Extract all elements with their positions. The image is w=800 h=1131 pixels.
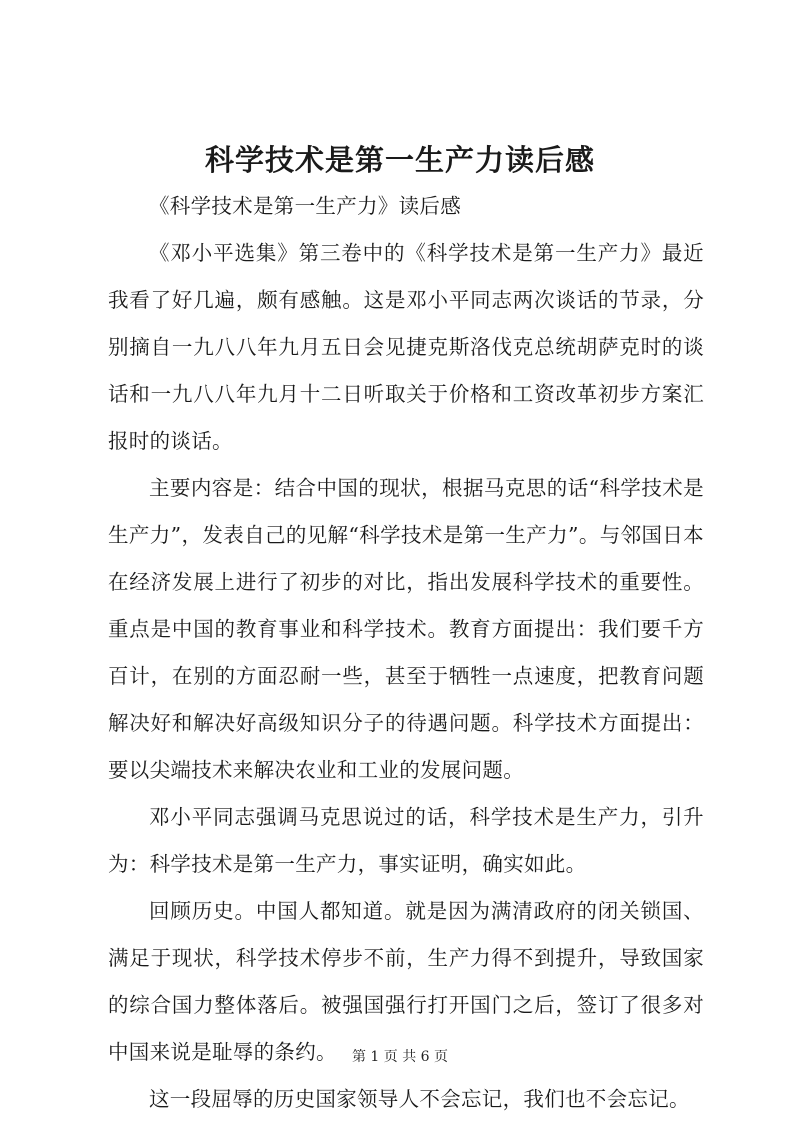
paragraph-history: 回顾历史。中国人都知道。就是因为满清政府的闭关锁国、满足于现状，科学技术停步不前，生产力得不到提升，导致国家的综合国力整体落后。被强国强行打开国门之后，签订了很多对中国来说是耻辱的条约。 [108,899,704,1064]
paragraph-subtitle: 《科学技术是第一生产力》读后感 [149,194,461,218]
paragraph-emphasis: 邓小平同志强调马克思说过的话，科学技术是生产力，引升为：科学技术是第一生产力，事实证明，确实如此。 [108,805,704,876]
paragraph-intro: 《邓小平选集》第三卷中的《科学技术是第一生产力》最近我看了好几遍，颇有感触。这是邓小平同志两次谈话的节录，分别摘自一九八八年九月五日会见捷克斯洛伐克总统胡萨克时的谈话和一九八八年九月十二日听取关于价格和工资改革初步方案汇报时的谈话。 [108,241,704,453]
paragraph-conclusion: 这一段屈辱的历史国家领导人不会忘记，我们也不会忘记。 [149,1087,690,1111]
document-title: 科学技术是第一生产力读后感 [204,143,595,177]
page-number-footer: 第 1 页 共 6 页 [351,1049,449,1065]
document-body [108,183,704,1123]
paragraph-main-content: 主要内容是：结合中国的现状，根据马克思的话“科学技术是生产力”，发表自己的见解“科学技术是第一生产力”。与邻国日本在经济发展上进行了初步的对比，指出发展科学技术的重要性。重点是中国的教育事业和科学技术。教育方面提出：我们要千方百计，在别的方面忍耐一些，甚至于牺牲一点速度，把教育问题解决好和解决好高级知识分子的待遇问题。科学技术方面提出：要以尖端技术来解决农业和工业的发展问题。 [108,476,704,782]
